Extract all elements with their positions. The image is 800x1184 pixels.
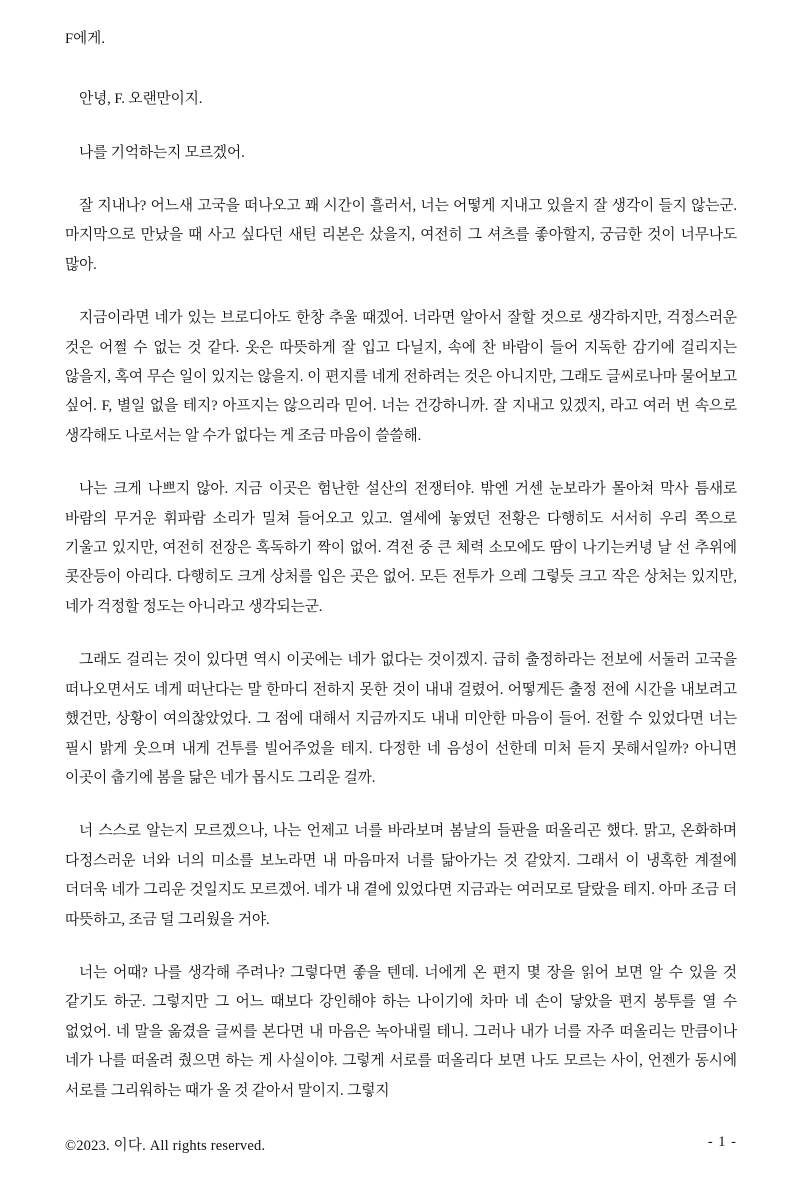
document-body [65,28,737,1128]
paragraph: 나를 기억하는지 모르겠어. [79,144,245,161]
paragraph: 나는 크게 나쁘지 않아. 지금 이곳은 험난한 설산의 전쟁터야. 밖엔 거센 눈보라가 몰아쳐 막사 틈새로 바람의 무거운 휘파람 소리가 밀쳐 들어오고 있고. 열세에 놓였던 전황은 다행히도 서서히 우리 쪽으로 기울고 있지만, 여전히 전장은 혹독하기 짝이 없어. 격전 중 큰 체력 소모에도 땀이 나기는커녕 날 선 추위에 콧잔등이 아리다. 다행히도 크게 상처를 입은 곳은 없어. 모든 전투가 으레 그렇듯 크고 작은 상처는 있지만, 네가 걱정할 정도는 아니라고 생각되는군. [65,481,737,615]
salutation: F에게. [65,31,106,47]
page-number: - 1 - [707,1134,737,1150]
paragraph: 잘 지내나? 어느새 고국을 떠나오고 꽤 시간이 흘러서, 너는 어떻게 지내고 있을지 잘 생각이 들지 않는군. 마지막으로 만났을 때 사고 싶다던 새틴 리본은 샀을지, 여전히 그 셔츠를 좋아할지, 궁금한 것이 너무나도 많아. [65,198,737,273]
paragraph: 안녕, F. 오랜만이지. [79,91,203,108]
paragraph: 너는 어때? 나를 생각해 주려나? 그렇다면 좋을 텐데. 너에게 온 편지 몇 장을 읽어 보면 알 수 있을 것 같기도 하군. 그렇지만 그 어느 때보다 강인해야 하는 나이기에 차마 네 손이 닿았을 편지 봉투를 열 수 없었어. 네 말을 옮겼을 글씨를 본다면 내 마음은 녹아내릴 테니. 그러나 내가 너를 자주 떠올리는 만큼이나 네가 나를 떠올려 줬으면 하는 게 사실이야. 그렇게 서로를 떠올리다 보면 나도 모르는 사이, 언젠가 동시에 서로를 그리워하는 때가 올 것 같아서 말이지. 그렇지 [65,964,737,1099]
paragraph: 너 스스로 알는지 모르겠으나, 나는 언제고 너를 바라보며 봄날의 들판을 떠올리곤 했다. 맑고, 온화하며 다정스러운 너와 너의 미소를 보노라면 내 마음마저 너를 닮아가는 것 같았지. 그래서 이 냉혹한 계절에 더더욱 네가 그리운 것일지도 모르겠어. 네가 내 곁에 있었다면 지금과는 여러모로 달랐을 테지. 아마 조금 더 따뜻하고, 조금 덜 그리웠을 거야. [65,823,737,928]
copyright-notice: ©2023. 이다. All rights reserved. [65,1138,266,1154]
page-footer [65,1134,737,1156]
paragraph: 그래도 걸리는 것이 있다면 역시 이곳에는 네가 없다는 것이겠지. 급히 출정하라는 전보에 서둘러 고국을 떠나오면서도 네게 떠난다는 말 한마디 전하지 못한 것이 내내 걸렸어. 어떻게든 출정 전에 시간을 내보려고 했건만, 상황이 여의찮았었다. 그 점에 대해서 지금까지도 내내 미안한 마음이 들어. 전할 수 있었다면 너는 필시 밝게 웃으며 내게 건투를 빌어주었을 테지. 다정한 네 음성이 선한데 미처 듣지 못해서일까? 아니면 이곳이 춥기에 봄을 닮은 네가 몹시도 그리운 걸까. [65,652,737,786]
paragraph: 지금이라면 네가 있는 브로디아도 한창 추울 때겠어. 너라면 알아서 잘할 것으로 생각하지만, 걱정스러운 것은 어쩔 수 없는 것 같다. 옷은 따뜻하게 잘 입고 다닐지, 속에 찬 바람이 들어 지독한 감기에 걸리지는 않을지, 혹여 무슨 일이 있지는 않을지. 이 편지를 네게 전하려는 것은 아니지만, 그래도 글씨로나마 물어보고 싶어. F, 별일 없을 테지? 아프지는 않으리라 믿어. 너는 건강하니까. 잘 지내고 있겠지, 라고 여러 번 속으로 생각해도 나로서는 알 수가 없다는 게 조금 마음이 쓸쓸해. [65,310,737,444]
